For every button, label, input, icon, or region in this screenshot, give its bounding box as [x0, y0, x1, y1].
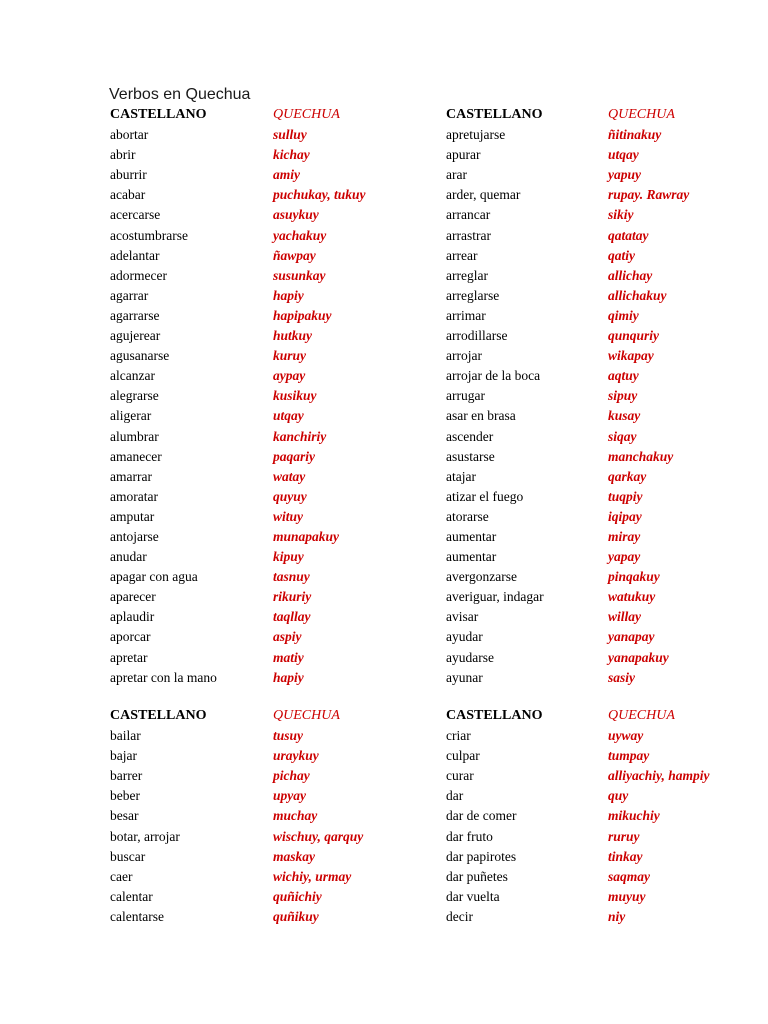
castellano-verb: abortar: [110, 127, 149, 143]
quechua-verb: rikuriy: [273, 589, 312, 605]
castellano-verb: alegrarse: [110, 388, 159, 404]
castellano-verb: adormecer: [110, 267, 167, 283]
quechua-verb: maskay: [273, 848, 315, 864]
castellano-verb: agujerear: [110, 328, 161, 344]
quechua-verb: kusay: [608, 408, 641, 424]
castellano-verb: acabar: [110, 187, 146, 203]
castellano-verb: barrer: [110, 768, 143, 784]
castellano-verb: acercarse: [110, 207, 161, 223]
castellano-verb: dar fruto: [446, 828, 493, 844]
quechua-verb: manchakuy: [608, 448, 674, 464]
castellano-verb: apretujarse: [446, 127, 506, 143]
quechua-verb: qarkay: [608, 468, 647, 484]
quechua-verb: qatiy: [608, 247, 635, 263]
castellano-verb: arrugar: [446, 388, 485, 404]
castellano-verb: apretar: [110, 649, 148, 665]
castellano-verb: alumbrar: [110, 428, 159, 444]
quechua-column: [608, 105, 768, 688]
quechua-column: [273, 105, 443, 688]
castellano-verb: ascender: [446, 428, 494, 444]
castellano-verb: dar puñetes: [446, 868, 508, 884]
quechua-verb: hapipakuy: [273, 307, 332, 323]
quechua-column-header: QUECHUA: [608, 107, 675, 122]
quechua-verb: utqay: [608, 147, 639, 163]
quechua-verb: miray: [608, 528, 641, 544]
quechua-verb: hutkuy: [273, 328, 313, 344]
quechua-verb: hapiy: [273, 287, 304, 303]
castellano-column-header: CASTELLANO: [110, 107, 207, 122]
quechua-verb: pichay: [273, 768, 310, 784]
quechua-verb: sulluy: [273, 127, 307, 143]
quechua-verb: taqllay: [273, 609, 311, 625]
quechua-verb: hapiy: [273, 669, 304, 685]
castellano-verb: apurar: [446, 147, 481, 163]
quechua-verb: tinkay: [608, 848, 643, 864]
quechua-verb: qunquriy: [608, 328, 660, 344]
castellano-verb: arar: [446, 167, 467, 183]
quechua-verb: aqtuy: [608, 368, 639, 384]
castellano-verb: agarrar: [110, 287, 149, 303]
quechua-column-header: QUECHUA: [273, 107, 340, 122]
quechua-verb: wikapay: [608, 348, 654, 364]
castellano-verb: aplaudir: [110, 609, 155, 625]
quechua-verb: willay: [608, 609, 641, 625]
quechua-verb: wichiy, urmay: [273, 868, 352, 884]
castellano-verb: bailar: [110, 728, 141, 744]
castellano-verb: beber: [110, 788, 140, 804]
quechua-column-header: QUECHUA: [273, 708, 340, 723]
quechua-verb: ruruy: [608, 828, 640, 844]
castellano-verb: amanecer: [110, 448, 162, 464]
castellano-verb: agusanarse: [110, 348, 170, 364]
castellano-verb: besar: [110, 808, 139, 824]
quechua-verb: pinqakuy: [608, 569, 660, 585]
quechua-verb: quñikuy: [273, 908, 319, 924]
quechua-verb: yanapakuy: [608, 649, 669, 665]
quechua-verb: allichay: [608, 267, 653, 283]
castellano-verb: calentar: [110, 888, 153, 904]
castellano-column: [446, 706, 606, 927]
quechua-verb: kichay: [273, 147, 310, 163]
castellano-verb: calentarse: [110, 908, 164, 924]
quechua-verb: tusuy: [273, 728, 304, 744]
castellano-verb: arrear: [446, 247, 478, 263]
quechua-verb: paqariy: [273, 448, 315, 464]
quechua-verb: muyuy: [608, 888, 646, 904]
castellano-verb: apagar con agua: [110, 569, 198, 585]
castellano-verb: bajar: [110, 748, 137, 764]
castellano-column-header: CASTELLANO: [446, 107, 543, 122]
quechua-verb: sasiy: [608, 669, 635, 685]
quechua-verb: kanchiriy: [273, 428, 327, 444]
castellano-column-header: CASTELLANO: [110, 708, 207, 723]
castellano-verb: ayunar: [446, 669, 483, 685]
quechua-verb: ñawpay: [273, 247, 316, 263]
quechua-verb: quñichiy: [273, 888, 322, 904]
castellano-verb: averiguar, indagar: [446, 589, 544, 605]
castellano-verb: amarrar: [110, 468, 152, 484]
castellano-verb: antojarse: [110, 528, 159, 544]
quechua-verb: quyuy: [273, 488, 307, 504]
quechua-verb: allichakuy: [608, 287, 667, 303]
castellano-verb: arreglarse: [446, 287, 500, 303]
quechua-verb: tumpay: [608, 748, 650, 764]
castellano-verb: arreglar: [446, 267, 488, 283]
quechua-verb: yachakuy: [273, 227, 327, 243]
quechua-verb: puchukay, tukuy: [273, 187, 366, 203]
castellano-verb: botar, arrojar: [110, 828, 180, 844]
quechua-verb: qatatay: [608, 227, 649, 243]
quechua-verb: munapakuy: [273, 528, 340, 544]
castellano-verb: dar de comer: [446, 808, 517, 824]
quechua-verb: mikuchiy: [608, 808, 660, 824]
castellano-column: [110, 105, 270, 688]
castellano-verb: dar papirotes: [446, 848, 517, 864]
quechua-verb: watay: [273, 468, 306, 484]
quechua-verb: saqmay: [608, 868, 650, 884]
castellano-column: [446, 105, 606, 688]
quechua-verb: susunkay: [273, 267, 326, 283]
castellano-verb: dar: [446, 788, 464, 804]
quechua-verb: yapay: [608, 549, 641, 565]
quechua-verb: sipuy: [608, 388, 638, 404]
quechua-verb: qimiy: [608, 307, 639, 323]
castellano-verb: agarrarse: [110, 307, 160, 323]
castellano-verb: aumentar: [446, 528, 497, 544]
castellano-verb: aumentar: [446, 549, 497, 565]
castellano-verb: alcanzar: [110, 368, 155, 384]
castellano-verb: atorarse: [446, 508, 489, 524]
castellano-verb: arder, quemar: [446, 187, 521, 203]
castellano-verb: caer: [110, 868, 133, 884]
quechua-verb: asuykuy: [273, 207, 319, 223]
quechua-verb: kipuy: [273, 549, 304, 565]
castellano-verb: decir: [446, 908, 473, 924]
quechua-verb: upyay: [273, 788, 306, 804]
quechua-verb: amiy: [273, 167, 300, 183]
quechua-verb: matiy: [273, 649, 304, 665]
castellano-verb: culpar: [446, 748, 480, 764]
quechua-verb: uyway: [608, 728, 644, 744]
castellano-verb: aligerar: [110, 408, 152, 424]
castellano-verb: arrojar de la boca: [446, 368, 541, 384]
quechua-column-header: QUECHUA: [608, 708, 675, 723]
quechua-verb: wischuy, qarquy: [273, 828, 364, 844]
quechua-verb: aypay: [273, 368, 306, 384]
castellano-verb: adelantar: [110, 247, 160, 263]
castellano-verb: aparecer: [110, 589, 156, 605]
quechua-verb: wituy: [273, 508, 304, 524]
quechua-verb: sikiy: [608, 207, 634, 223]
castellano-verb: arrastrar: [446, 227, 491, 243]
castellano-verb: amoratar: [110, 488, 158, 504]
castellano-verb: avergonzarse: [446, 569, 517, 585]
quechua-verb: kusikuy: [273, 388, 317, 404]
quechua-verb: muchay: [273, 808, 318, 824]
quechua-verb: tasnuy: [273, 569, 310, 585]
castellano-verb: curar: [446, 768, 474, 784]
castellano-verb: atajar: [446, 468, 476, 484]
quechua-column: [273, 706, 443, 927]
quechua-verb: kuruy: [273, 348, 307, 364]
castellano-column-header: CASTELLANO: [446, 708, 543, 723]
castellano-verb: ayudar: [446, 629, 483, 645]
castellano-verb: arrojar: [446, 348, 482, 364]
quechua-verb: quy: [608, 788, 629, 804]
castellano-verb: apretar con la mano: [110, 669, 217, 685]
castellano-verb: asar en brasa: [446, 408, 516, 424]
castellano-verb: anudar: [110, 549, 147, 565]
quechua-verb: niy: [608, 908, 626, 924]
quechua-verb: ñitinakuy: [608, 127, 662, 143]
castellano-verb: avisar: [446, 609, 479, 625]
castellano-verb: atizar el fuego: [446, 488, 524, 504]
castellano-verb: arrancar: [446, 207, 491, 223]
quechua-verb: siqay: [608, 428, 637, 444]
castellano-verb: abrir: [110, 147, 136, 163]
quechua-verb: tuqpiy: [608, 488, 643, 504]
quechua-verb: aspiy: [273, 629, 302, 645]
castellano-verb: buscar: [110, 848, 146, 864]
castellano-verb: asustarse: [446, 448, 495, 464]
castellano-column: [110, 706, 270, 927]
castellano-verb: amputar: [110, 508, 155, 524]
castellano-verb: aburrir: [110, 167, 147, 183]
castellano-verb: ayudarse: [446, 649, 494, 665]
quechua-verb: uraykuy: [273, 748, 319, 764]
page-title: Verbos en Quechua: [109, 86, 251, 103]
quechua-verb: watukuy: [608, 589, 656, 605]
castellano-verb: arrimar: [446, 307, 486, 323]
castellano-verb: dar vuelta: [446, 888, 500, 904]
quechua-column: [608, 706, 768, 927]
quechua-verb: yanapay: [608, 629, 655, 645]
quechua-verb: utqay: [273, 408, 304, 424]
quechua-verb: alliyachiy, hampiy: [608, 768, 710, 784]
castellano-verb: criar: [446, 728, 471, 744]
quechua-verb: yapuy: [608, 167, 641, 183]
castellano-verb: acostumbrarse: [110, 227, 188, 243]
quechua-verb: rupay. Rawray: [608, 187, 690, 203]
quechua-verb: iqipay: [608, 508, 642, 524]
castellano-verb: arrodillarse: [446, 328, 508, 344]
castellano-verb: aporcar: [110, 629, 151, 645]
